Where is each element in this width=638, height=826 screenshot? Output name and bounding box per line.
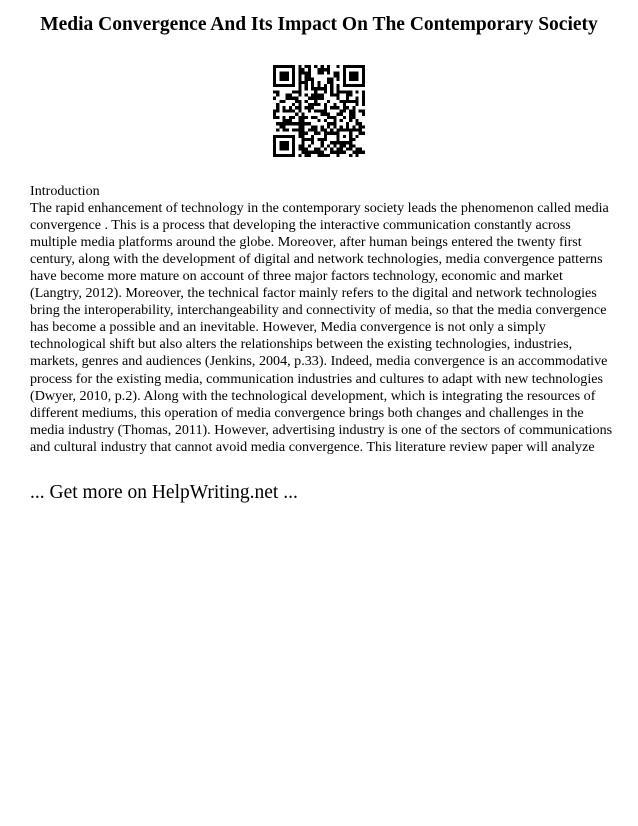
qr-code-icon[interactable] <box>273 65 365 157</box>
document-body <box>30 183 614 456</box>
body-paragraph: The rapid enhancement of technology in the contemporary society leads the phenomenon called media convergence . This is a process that developing the interactive communication constantly across multiple media platforms around the globe. Moreover, after human beings entered the twenty first century, along with the development of digital and network technologies, media convergence patterns have become more mature on account of three major factors technology, economic and market (Langtry, 2012). Moreover, the technical factor mainly refers to the digital and network technologies bring the interoperability, interchangeability and connectivity of media, so that the media convergence has become a possible and an inevitable. However, Media convergence is not only a simply technological shift but also alters the relationships between the existing technologies, industries, markets, genres and audiences (Jenkins, 2004, p.33). Indeed, media convergence is an accommodative process for the existing media, communication industries and cultures to adapt with new technologies (Dwyer, 2010, p.2). Along with the technological development, which is integrating the resources of different mediums, this operation of media convergence brings both changes and challenges in the media industry (Thomas, 2011). However, advertising industry is one of the sectors of communications and cultural industry that cannot avoid media convergence. This literature review paper will analyze <box>30 200 613 455</box>
section-heading: Introduction <box>30 183 100 199</box>
get-more-link[interactable]: ... Get more on HelpWriting.net ... <box>30 482 298 503</box>
document-title: Media Convergence And Its Impact On The Contemporary Society <box>40 14 598 35</box>
